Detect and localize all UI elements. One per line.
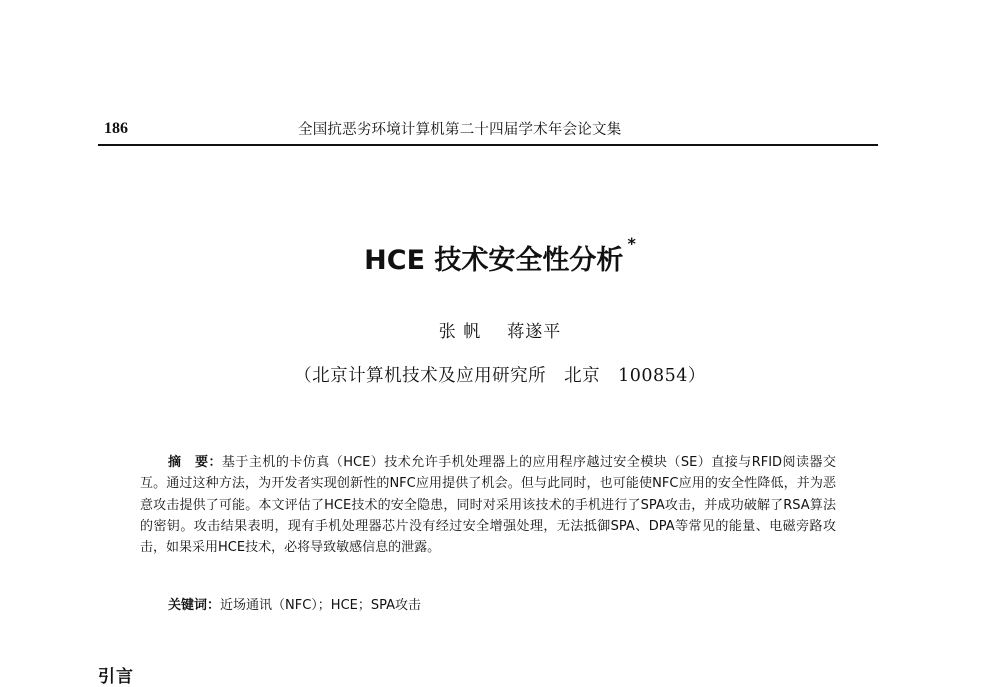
author-name: 蒋遂平 [507, 322, 562, 342]
author-name: 张 帆 [438, 322, 482, 342]
keywords-label: 关键词： [168, 598, 221, 613]
running-title: 全国抗恶劣环境计算机第二十四届学术年会论文集 [298, 122, 622, 138]
abstract-text: 基于主机的卡仿真（HCE）技术允许手机处理器上的应用程序越过安全模块（SE）直接与RFID阅读器交互。通过这种方法，为开发者实现创新性的NFC应用提供了机会。但与此同时，也可能使NFC应用的安全性降低，并为恶意攻击提供了可能。本文评估了HCE技术的安全隐患，同时对采用该技术的手机进行了SPA攻击，并成功破解了RSA算法的密钥。攻击结果表明，现有手机处理器芯片没有经过安全增强处理，无法抵御SPA、DPA等常见的能量、电磁旁路攻击，如果采用HCE技术，必将导致敏感信息的泄露。 [140, 455, 836, 556]
header-rule [98, 144, 878, 146]
affiliation: （北京计算机技术及应用研究所 北京 100854） [294, 366, 706, 386]
keywords-text: 近场通讯（NFC）；HCE；SPA攻击 [220, 598, 422, 613]
keywords [168, 596, 836, 616]
abstract-label: 摘 要： [168, 455, 222, 470]
abstract [140, 452, 836, 558]
page-number: 186 [104, 120, 128, 137]
section-heading-introduction: 引言 [98, 667, 134, 687]
running-header [98, 120, 878, 146]
authors [0, 317, 1000, 342]
title-footnote-mark: * [627, 234, 636, 253]
paper-title [0, 234, 1000, 277]
paper-title-text: HCE 技术安全性分析 [364, 245, 624, 276]
